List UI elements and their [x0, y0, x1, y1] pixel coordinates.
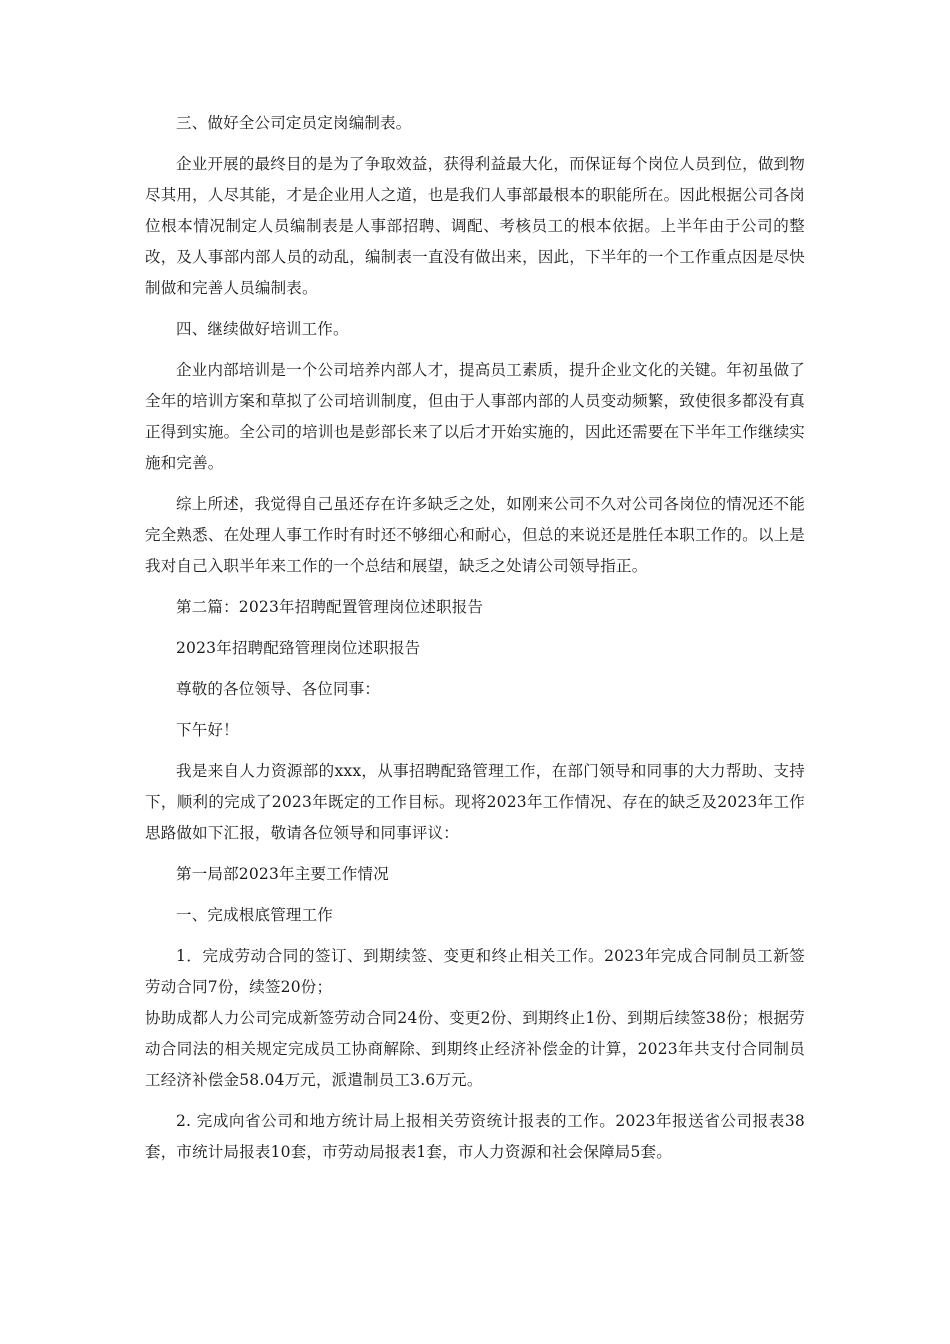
- document-page: [145, 108, 805, 1168]
- item-1-labor-contracts: 1．完成劳动合同的签订、到期续签、变更和终止相关工作。2023年完成合同制员工新签劳动合同7份，续签20份；: [145, 947, 805, 996]
- heading-part-2: 第二篇：2023年招聘配置管理岗位述职报告: [176, 598, 484, 616]
- item-2-statistics-reports: 2. 完成向省公司和地方统计局上报相关劳资统计报表的工作。2023年报送省公司报表38套，市统计局报表10套，市劳动局报表1套，市人力资源和社会保障局5套。: [145, 1112, 805, 1161]
- heading-basic-management: 一、完成根底管理工作: [176, 906, 334, 924]
- paragraph-summary: 综上所述，我觉得自己虽还存在许多缺乏之处，如刚来公司不久对公司各岗位的情况还不能完全熟悉、在处理人事工作时有时还不够细心和耐心，但总的来说还是胜任本职工作的。以上是我对自己入职半年来工作的一个总结和展望，缺乏之处请公司领导指正。: [145, 495, 805, 575]
- paragraph-staffing-plan: 企业开展的最终目的是为了争取效益，获得利益最大化，而保证每个岗位人员到位，做到物尽其用，人尽其能，才是企业用人之道，也是我们人事部最根本的职能所在。因此根据公司各岗位根本情况制定人员编制表是人事部招聘、调配、考核员工的根本依据。上半年由于公司的整改，及人事部内部人员的动乱，编制表一直没有做出来，因此，下半年的一个工作重点因是尽快制做和完善人员编制表。: [145, 155, 805, 297]
- paragraph-introduction: 我是来自人力资源部的xxx，从事招聘配臵管理工作，在部门领导和同事的大力帮助、支持下，顺利的完成了2023年既定的工作目标。现将2023年工作情况、存在的缺乏及2023年工作思路做如下汇报，敬请各位领导和同事评议：: [145, 762, 805, 842]
- report-title: 2023年招聘配臵管理岗位述职报告: [176, 639, 421, 657]
- heading-part-1-work: 第一局部2023年主要工作情况: [176, 865, 389, 883]
- paragraph-training: 企业内部培训是一个公司培养内部人才，提高员工素质，提升企业文化的关键。年初虽做了全年的培训方案和草拟了公司培训制度，但由于人事部内部的人员变动频繁，致使很多都没有真正得到实施。全公司的培训也是彭部长来了以后才开始实施的，因此还需要在下半年工作继续实施和完善。: [145, 361, 805, 472]
- heading-section-3: 三、做好全公司定员定岗编制表。: [176, 114, 412, 132]
- heading-section-4: 四、继续做好培训工作。: [176, 320, 349, 338]
- greeting: 下午好！: [176, 721, 239, 739]
- item-1-continued: 协助成都人力公司完成新签劳动合同24份、变更2份、到期终止1份、到期后续签38份；根据劳动合同法的相关规定完成员工协商解除、到期终止经济补偿金的计算，2023年共支付合同制员工经济补偿金58.04万元，派遣制员工3.6万元。: [145, 1009, 805, 1089]
- salutation: 尊敬的各位领导、各位同事：: [176, 680, 381, 698]
